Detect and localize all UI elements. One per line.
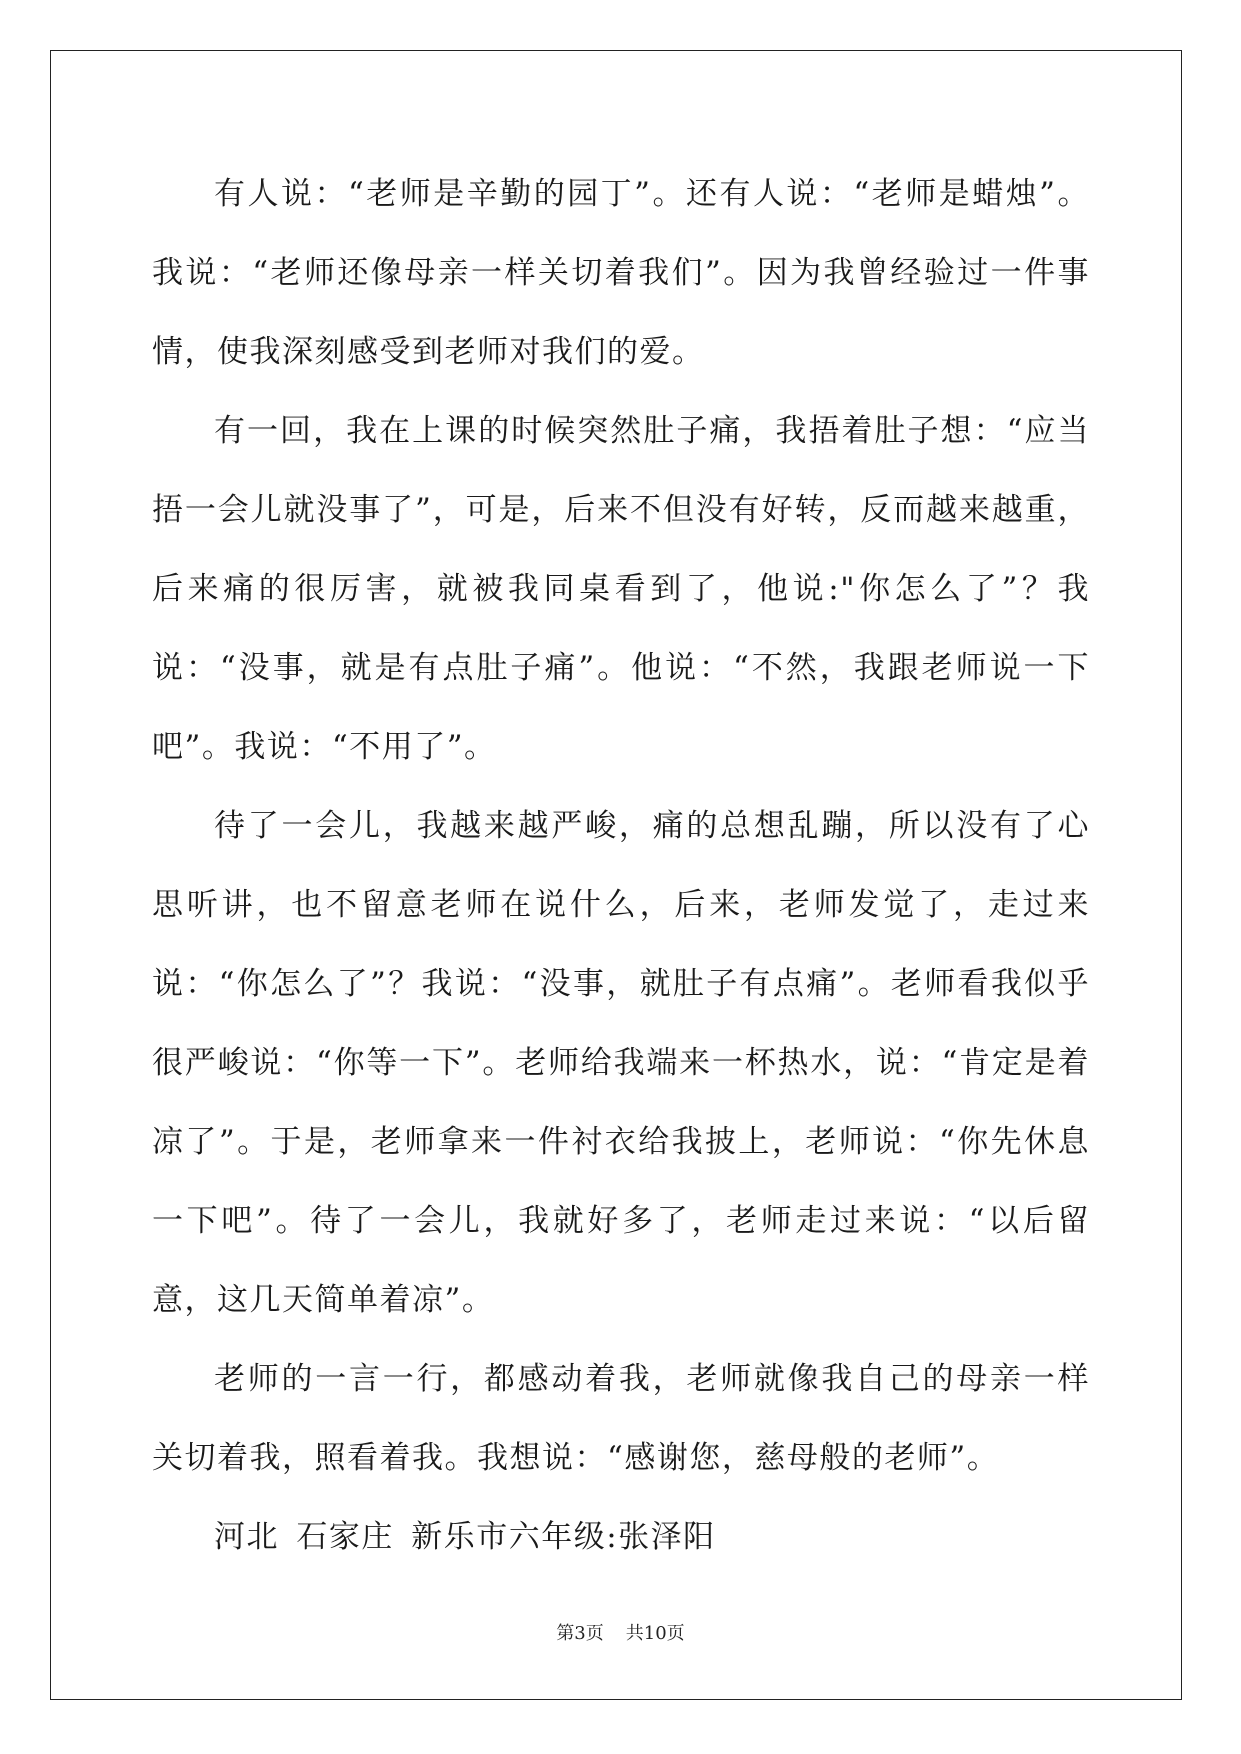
paragraph-4: 老师的一言一行，都感动着我，老师就像我自己的母亲一样关切着我，照看着我。我想说：“感谢您，慈母般的老师”。	[152, 1361, 1090, 1476]
author-signature: 河北 石家庄 新乐市六年级:张泽阳	[214, 1519, 716, 1555]
document-body	[152, 155, 1090, 1577]
page-number-total: 共10页	[625, 1623, 685, 1644]
paragraph-3: 待了一会儿，我越来越严峻，痛的总想乱蹦，所以没有了心思听讲，也不留意老师在说什么，后来，老师发觉了，走过来说：“你怎么了”？我说：“没事，就肚子有点痛”。老师看我似乎很严峻说：“你等一下”。老师给我端来一杯热水，说：“肯定是着凉了”。于是，老师拿来一件衬衣给我披上，老师说：“你先休息一下吧”。待了一会儿，我就好多了，老师走过来说：“以后留意，这几天简单着凉”。	[152, 808, 1090, 1318]
paragraph-1: 有人说：“老师是辛勤的园丁”。还有人说：“老师是蜡烛”。我说：“老师还像母亲一样关切着我们”。因为我曾经验过一件事情，使我深刻感受到老师对我们的爱。	[152, 176, 1090, 370]
page-footer	[0, 1622, 1241, 1646]
page-number-current: 第3页	[556, 1623, 604, 1644]
paragraph-2: 有一回，我在上课的时候突然肚子痛，我捂着肚子想：“应当捂一会儿就没事了”，可是，后来不但没有好转，反而越来越重，后来痛的很厉害，就被我同桌看到了，他说:"你怎么了”？我说：“没事，就是有点肚子痛”。他说：“不然，我跟老师说一下吧”。我说：“不用了”。	[152, 413, 1090, 765]
